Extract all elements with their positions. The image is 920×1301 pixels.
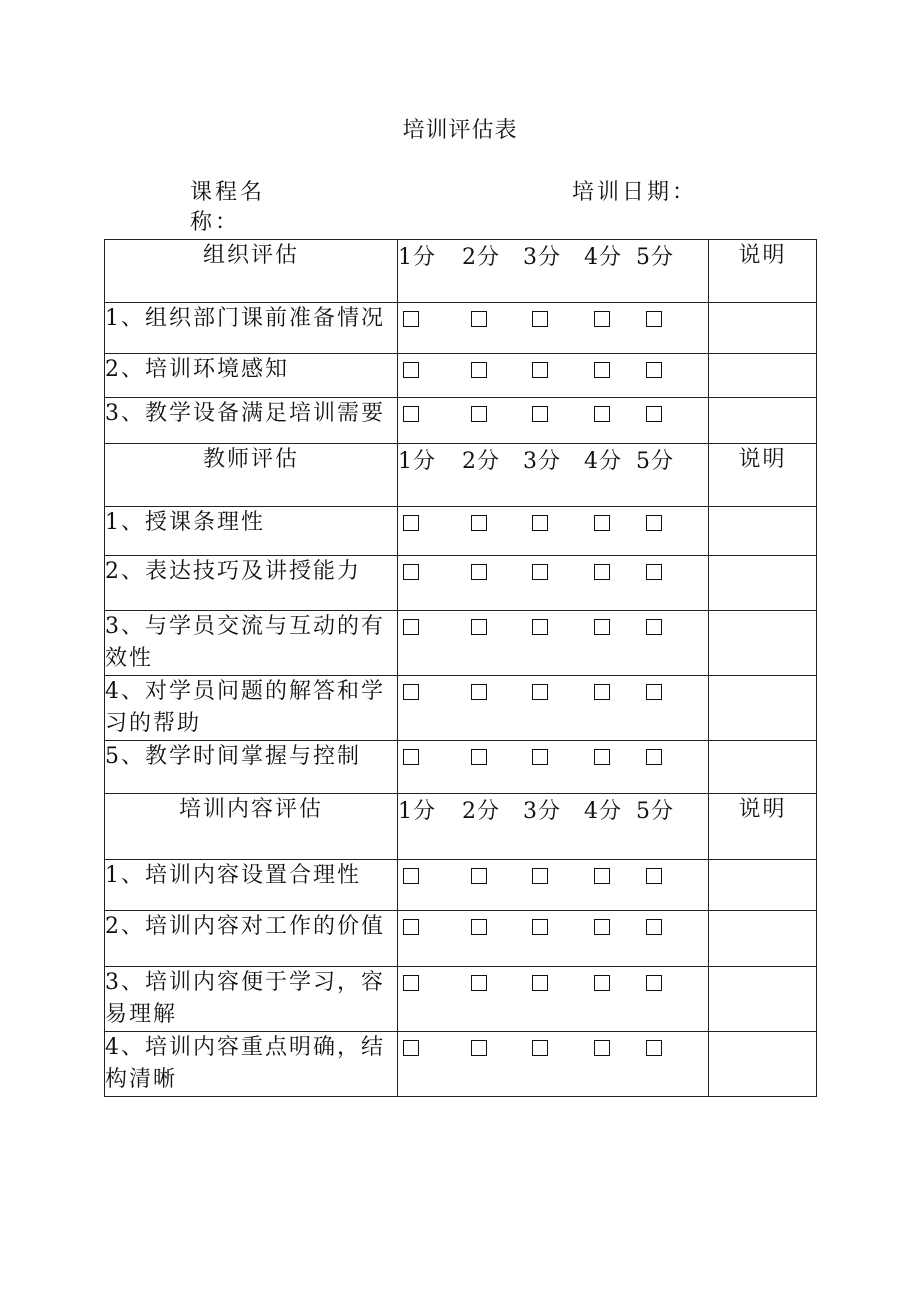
score-checkbox-cell xyxy=(398,967,709,1032)
score-label: 1分 xyxy=(398,799,436,824)
score-header-cell xyxy=(398,444,709,507)
score-checkbox[interactable] xyxy=(532,311,548,327)
score-checkbox[interactable] xyxy=(471,362,487,378)
score-checkbox-cell xyxy=(398,354,709,398)
score-checkbox[interactable] xyxy=(471,749,487,765)
score-checkbox[interactable] xyxy=(646,406,662,422)
section-title: 培训内容评估 xyxy=(105,794,398,860)
table-row xyxy=(105,860,817,911)
score-checkbox[interactable] xyxy=(646,619,662,635)
score-checkbox[interactable] xyxy=(532,919,548,935)
score-checkbox[interactable] xyxy=(532,868,548,884)
score-label: 2分 xyxy=(462,799,500,824)
training-date-label: 培训日期： xyxy=(572,180,698,205)
score-checkbox[interactable] xyxy=(471,919,487,935)
score-checkbox[interactable] xyxy=(532,975,548,991)
score-label: 4分 xyxy=(584,449,622,474)
note-cell[interactable] xyxy=(709,398,817,444)
score-checkbox[interactable] xyxy=(471,515,487,531)
score-label: 5分 xyxy=(636,245,674,270)
table-row xyxy=(105,611,817,676)
score-checkbox[interactable] xyxy=(403,1040,419,1056)
score-checkbox-cell xyxy=(398,556,709,611)
criterion-label: 2、培训内容对工作的价值 xyxy=(105,911,398,967)
score-checkbox[interactable] xyxy=(471,564,487,580)
score-checkbox[interactable] xyxy=(532,564,548,580)
score-label: 5分 xyxy=(636,799,674,824)
score-checkbox[interactable] xyxy=(403,684,419,700)
score-checkbox-cell xyxy=(398,507,709,556)
score-checkbox[interactable] xyxy=(471,311,487,327)
criterion-label: 3、培训内容便于学习，容易理解 xyxy=(105,967,398,1032)
score-checkbox[interactable] xyxy=(594,684,610,700)
score-checkbox[interactable] xyxy=(594,749,610,765)
criterion-label: 4、对学员问题的解答和学习的帮助 xyxy=(105,676,398,741)
score-checkbox[interactable] xyxy=(403,564,419,580)
note-cell[interactable] xyxy=(709,354,817,398)
table-row xyxy=(105,507,817,556)
table-row xyxy=(105,556,817,611)
table-row xyxy=(105,354,817,398)
score-checkbox[interactable] xyxy=(403,311,419,327)
score-checkbox[interactable] xyxy=(646,515,662,531)
score-checkbox-cell xyxy=(398,611,709,676)
note-cell[interactable] xyxy=(709,1032,817,1097)
score-checkbox[interactable] xyxy=(594,975,610,991)
score-checkbox[interactable] xyxy=(594,868,610,884)
score-checkbox[interactable] xyxy=(646,684,662,700)
score-checkbox[interactable] xyxy=(646,919,662,935)
note-cell[interactable] xyxy=(709,303,817,354)
score-checkbox[interactable] xyxy=(471,868,487,884)
table-row xyxy=(105,1032,817,1097)
score-checkbox[interactable] xyxy=(532,619,548,635)
score-checkbox[interactable] xyxy=(646,868,662,884)
score-label: 4分 xyxy=(584,799,622,824)
page-title: 培训评估表 xyxy=(402,118,518,143)
score-label: 4分 xyxy=(584,245,622,270)
criterion-label: 5、教学时间掌握与控制 xyxy=(105,741,398,794)
score-checkbox[interactable] xyxy=(532,515,548,531)
evaluation-table xyxy=(104,239,817,1097)
criterion-label: 1、组织部门课前准备情况 xyxy=(105,303,398,354)
score-checkbox[interactable] xyxy=(403,619,419,635)
score-label: 5分 xyxy=(636,449,674,474)
score-checkbox-cell xyxy=(398,398,709,444)
score-checkbox[interactable] xyxy=(403,749,419,765)
criterion-label: 3、与学员交流与互动的有效性 xyxy=(105,611,398,676)
note-cell[interactable] xyxy=(709,911,817,967)
table-row xyxy=(105,398,817,444)
note-cell[interactable] xyxy=(709,676,817,741)
score-checkbox-cell xyxy=(398,860,709,911)
score-checkbox[interactable] xyxy=(403,868,419,884)
note-header: 说明 xyxy=(709,444,817,507)
course-name-label: 课程名称： xyxy=(190,180,266,235)
note-cell[interactable] xyxy=(709,611,817,676)
score-checkbox-cell xyxy=(398,676,709,741)
score-label: 3分 xyxy=(523,245,561,270)
score-checkbox[interactable] xyxy=(471,975,487,991)
score-checkbox-cell xyxy=(398,911,709,967)
score-checkbox[interactable] xyxy=(471,1040,487,1056)
note-cell[interactable] xyxy=(709,556,817,611)
table-row xyxy=(105,741,817,794)
score-label: 1分 xyxy=(398,449,436,474)
note-cell[interactable] xyxy=(709,860,817,911)
table-row xyxy=(105,303,817,354)
score-checkbox[interactable] xyxy=(532,684,548,700)
criterion-label: 1、授课条理性 xyxy=(105,507,398,556)
score-checkbox[interactable] xyxy=(646,362,662,378)
score-label: 2分 xyxy=(462,449,500,474)
score-checkbox[interactable] xyxy=(594,619,610,635)
section-title: 教师评估 xyxy=(105,444,398,507)
score-checkbox-cell xyxy=(398,1032,709,1097)
score-checkbox[interactable] xyxy=(532,1040,548,1056)
score-checkbox[interactable] xyxy=(403,975,419,991)
note-header: 说明 xyxy=(709,240,817,303)
criterion-label: 3、教学设备满足培训需要 xyxy=(105,398,398,444)
score-checkbox-cell xyxy=(398,303,709,354)
score-header-cell xyxy=(398,240,709,303)
score-checkbox[interactable] xyxy=(532,749,548,765)
section-title: 组织评估 xyxy=(105,240,398,303)
score-checkbox[interactable] xyxy=(471,406,487,422)
note-cell[interactable] xyxy=(709,507,817,556)
score-checkbox[interactable] xyxy=(471,619,487,635)
score-header-cell xyxy=(398,794,709,860)
score-checkbox[interactable] xyxy=(594,406,610,422)
note-cell[interactable] xyxy=(709,967,817,1032)
score-label: 3分 xyxy=(523,449,561,474)
score-checkbox-cell xyxy=(398,741,709,794)
table-row xyxy=(105,911,817,967)
score-checkbox[interactable] xyxy=(594,311,610,327)
table-row xyxy=(105,967,817,1032)
section-header-row xyxy=(105,444,817,507)
score-checkbox[interactable] xyxy=(646,564,662,580)
score-checkbox[interactable] xyxy=(403,919,419,935)
score-checkbox[interactable] xyxy=(646,975,662,991)
score-checkbox[interactable] xyxy=(594,564,610,580)
score-checkbox[interactable] xyxy=(403,362,419,378)
score-checkbox[interactable] xyxy=(594,515,610,531)
table-row xyxy=(105,676,817,741)
score-checkbox[interactable] xyxy=(646,1040,662,1056)
score-checkbox[interactable] xyxy=(403,515,419,531)
criterion-label: 1、培训内容设置合理性 xyxy=(105,860,398,911)
criterion-label: 4、培训内容重点明确，结构清晰 xyxy=(105,1032,398,1097)
score-checkbox[interactable] xyxy=(594,1040,610,1056)
note-header: 说明 xyxy=(709,794,817,860)
note-cell[interactable] xyxy=(709,741,817,794)
section-header-row xyxy=(105,240,817,303)
score-checkbox[interactable] xyxy=(594,919,610,935)
score-checkbox[interactable] xyxy=(646,749,662,765)
score-label: 3分 xyxy=(523,799,561,824)
score-checkbox[interactable] xyxy=(532,362,548,378)
score-checkbox[interactable] xyxy=(532,406,548,422)
criterion-label: 2、培训环境感知 xyxy=(105,354,398,398)
criterion-label: 2、表达技巧及讲授能力 xyxy=(105,556,398,611)
section-header-row xyxy=(105,794,817,860)
score-label: 1分 xyxy=(398,245,436,270)
score-label: 2分 xyxy=(462,245,500,270)
score-checkbox[interactable] xyxy=(646,311,662,327)
score-checkbox[interactable] xyxy=(471,684,487,700)
score-checkbox[interactable] xyxy=(594,362,610,378)
score-checkbox[interactable] xyxy=(403,406,419,422)
